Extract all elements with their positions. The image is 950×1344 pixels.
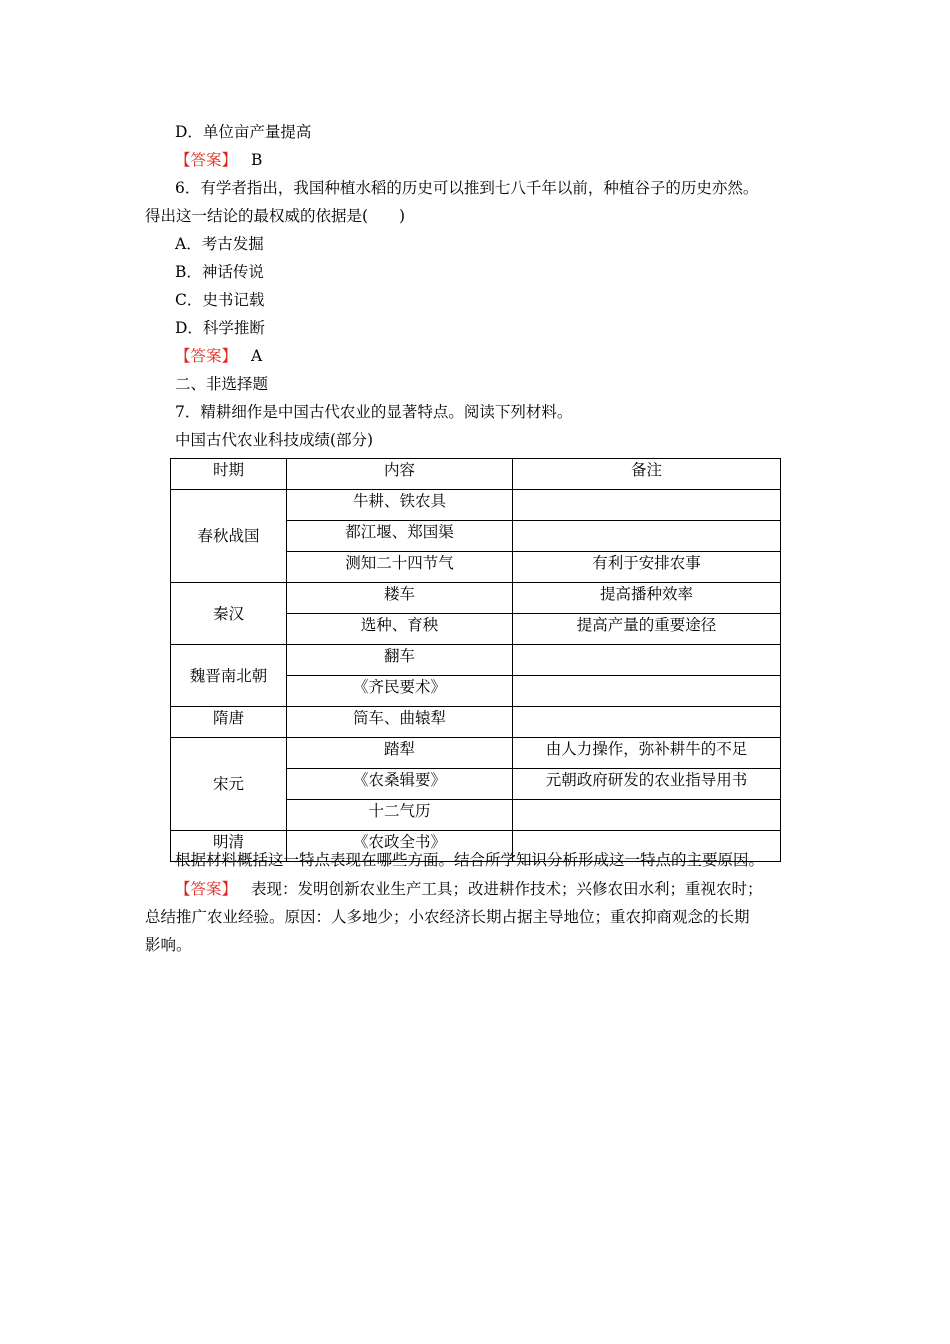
content-cell: 都江堰、郑国渠 [287, 521, 513, 552]
period-cell: 隋唐 [171, 707, 287, 738]
q7-question: 根据材料概括这一特点表现在哪些方面。结合所学知识分析形成这一特点的主要原因。 [175, 851, 765, 869]
q7-stem: 7．精耕细作是中国古代农业的显著特点。阅读下列材料。 [175, 403, 573, 421]
content-cell: 测知二十四节气 [287, 552, 513, 583]
content-cell: 筒车、曲辕犁 [287, 707, 513, 738]
period-cell: 魏晋南北朝 [171, 645, 287, 707]
q5-option-d: D．单位亩产量提高 [175, 123, 312, 141]
note-cell [513, 676, 781, 707]
period-cell: 宋元 [171, 738, 287, 831]
content-cell: 踏犁 [287, 738, 513, 769]
q7-answer-line2: 总结推广农业经验。原因：人多地少；小农经济长期占据主导地位；重农抑商观念的长期 [145, 908, 750, 926]
answer-value: A [251, 347, 263, 365]
q6-option-b: B．神话传说 [175, 263, 264, 281]
note-cell [513, 490, 781, 521]
answer-tag: 【答案】 [175, 347, 238, 365]
content-cell: 翻车 [287, 645, 513, 676]
agri-tech-table [170, 458, 781, 862]
content-cell: 十二气历 [287, 800, 513, 831]
q6-stem-line2: 得出这一结论的最权威的依据是( ) [145, 207, 406, 225]
q7-answer-line1 [175, 879, 763, 899]
table-row [171, 738, 781, 769]
table-header-row [171, 459, 781, 490]
q6-option-d: D．科学推断 [175, 319, 265, 337]
table-row [171, 645, 781, 676]
header-period: 时期 [171, 459, 287, 490]
note-cell [513, 800, 781, 831]
note-cell [513, 521, 781, 552]
content-cell: 牛耕、铁农具 [287, 490, 513, 521]
q6-option-a: A．考古发掘 [175, 235, 264, 253]
content-cell: 选种、育秧 [287, 614, 513, 645]
period-cell: 明清 [171, 831, 287, 862]
content-cell: 《农桑辑要》 [287, 769, 513, 800]
answer-tag: 【答案】 [175, 880, 238, 898]
note-cell: 提高产量的重要途径 [513, 614, 781, 645]
answer-tag: 【答案】 [175, 151, 238, 169]
note-cell: 提高播种效率 [513, 583, 781, 614]
section-title: 二、非选择题 [175, 375, 269, 393]
table-row [171, 583, 781, 614]
note-cell: 元朝政府研发的农业指导用书 [513, 769, 781, 800]
period-cell: 秦汉 [171, 583, 287, 645]
content-cell: 耧车 [287, 583, 513, 614]
note-cell: 由人力操作，弥补耕牛的不足 [513, 738, 781, 769]
content-cell: 《农政全书》 [287, 831, 513, 862]
q7-answer-line3: 影响。 [145, 936, 192, 954]
q6-answer [175, 346, 262, 366]
header-note: 备注 [513, 459, 781, 490]
content-cell: 《齐民要术》 [287, 676, 513, 707]
table-row [171, 707, 781, 738]
answer-text: 表现：发明创新农业生产工具；改进耕作技术；兴修农田水利；重视农时； [251, 880, 763, 898]
note-cell [513, 707, 781, 738]
period-cell: 春秋战国 [171, 490, 287, 583]
table-title: 中国古代农业科技成绩(部分) [175, 431, 374, 449]
q6-option-c: C．史书记载 [175, 291, 265, 309]
note-cell: 有利于安排农事 [513, 552, 781, 583]
q6-stem-line1: 6．有学者指出，我国种植水稻的历史可以推到七八千年以前，种植谷子的历史亦然。 [175, 179, 759, 197]
q5-answer [175, 150, 262, 170]
answer-value: B [251, 151, 263, 169]
header-content: 内容 [287, 459, 513, 490]
table-row [171, 490, 781, 521]
note-cell [513, 645, 781, 676]
